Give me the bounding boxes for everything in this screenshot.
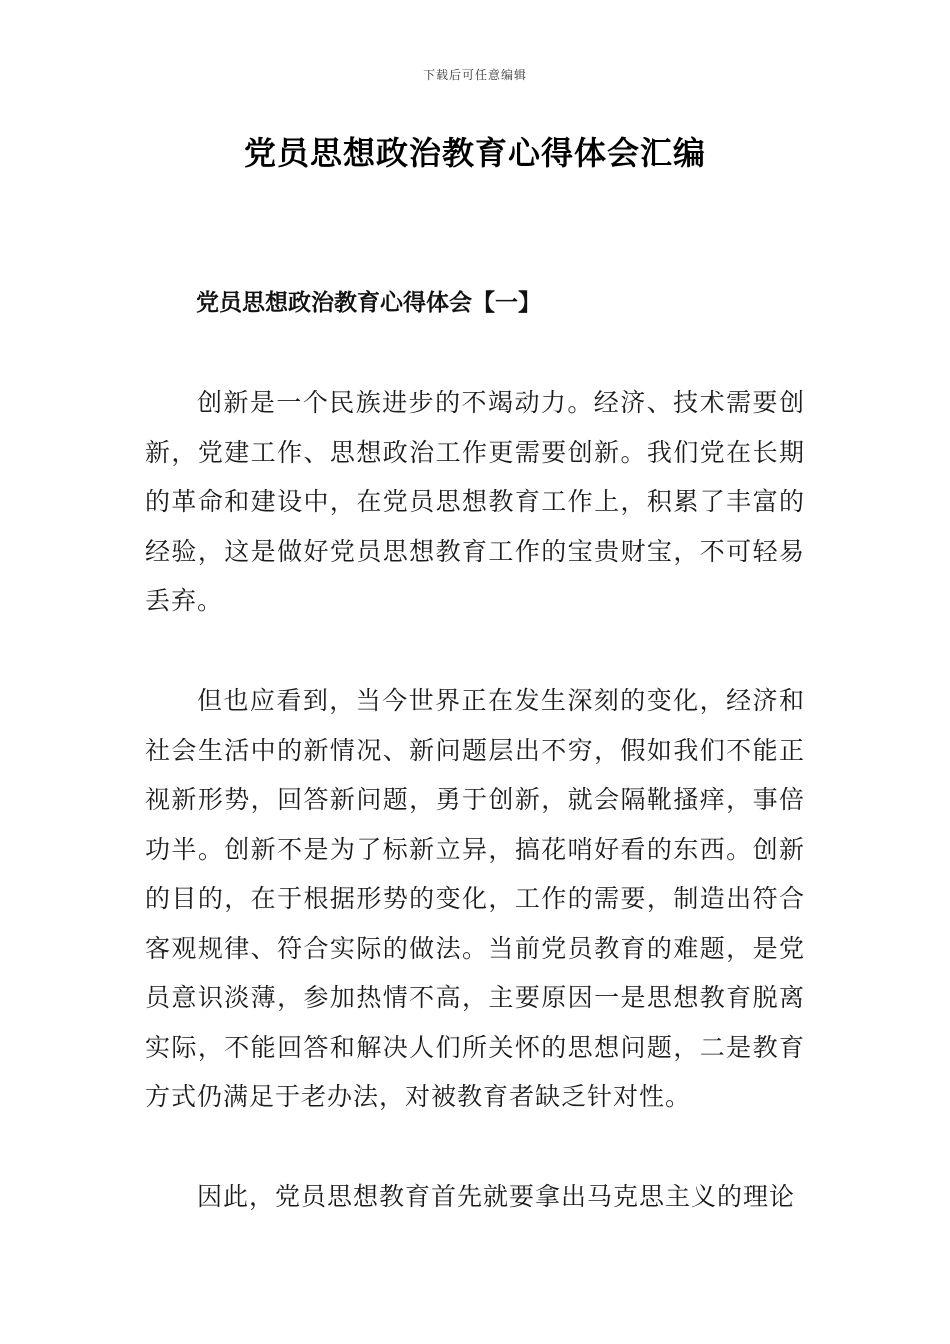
body-paragraph: 因此，党员思想教育首先就要拿出马克思主义的理论 xyxy=(197,1182,796,1211)
body-paragraph: 创新是一个民族进步的不竭动力。经济、技术需要创新，党建工作、思想政治工作更需要创新。我们党在长期的革命和建设中，在党员思想教育工作上，积累了丰富的经验，这是做好党员思想教育工作的宝贵财宝，不可轻易丢弃。 xyxy=(145,388,805,615)
document-title: 党员思想政治教育心得体会汇编 xyxy=(243,134,706,172)
section-heading: 党员思想政治教育心得体会【一】 xyxy=(196,289,541,316)
body-paragraph: 但也应看到，当今世界正在发生深刻的变化，经济和社会生活中的新情况、新问题层出不穷，假如我们不能正视新形势，回答新问题，勇于创新，就会隔靴搔痒，事倍功半。创新不是为了标新立异，搞花哨好看的东西。创新的目的，在于根据形势的变化，工作的需要，制造出符合客观规律、符合实际的做法。当前党员教育的难题，是党员意识淡薄，参加热情不高，主要原因一是思想教育脱离实际，不能回答和解决人们所关怀的思想问题，二是教育方式仍满足于老办法，对被教育者缺乏针对性。 xyxy=(145,686,805,1111)
header-note: 下载后可任意编辑 xyxy=(422,68,527,82)
